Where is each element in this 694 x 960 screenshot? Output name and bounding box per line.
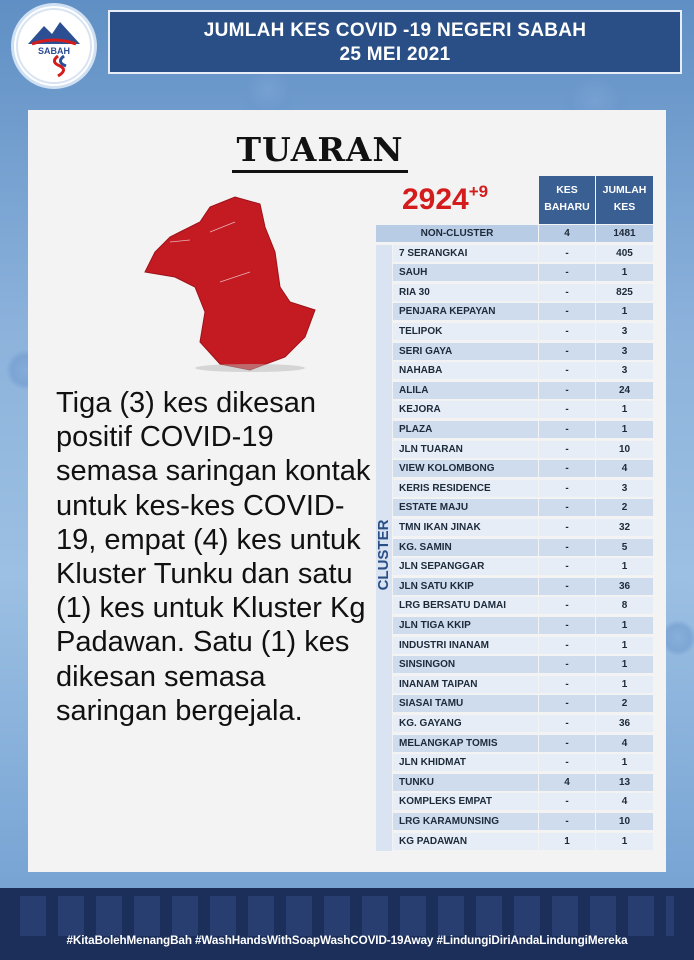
cluster-name: TMN IKAN JINAK [393,519,538,536]
jumlah-kes-value: 1 [596,264,653,281]
kes-baharu-value: - [539,343,595,360]
jumlah-kes-value: 10 [596,813,653,830]
cluster-name: KOMPLEKS EMPAT [393,793,538,810]
kes-baharu-value: - [539,303,595,320]
cluster-name: JLN TIGA KKIP [393,617,538,634]
kes-baharu-value: - [539,578,595,595]
kes-baharu-value: - [539,441,595,458]
kes-baharu-value: 4 [539,774,595,791]
kes-baharu-value: - [539,460,595,477]
cluster-row [376,284,653,301]
cluster-row [376,382,653,399]
jumlah-kes-value: 32 [596,519,653,536]
cluster-row [376,637,653,654]
header-jumlah-line2: KES [613,201,636,213]
total-cases [402,182,488,217]
cluster-row [376,303,653,320]
cluster-row [376,656,653,673]
cluster-name: INANAM TAIPAN [393,676,538,693]
cluster-row [376,343,653,360]
header-kes-line1: KES [556,184,578,196]
cluster-name: KEJORA [393,401,538,418]
jumlah-kes-value: 825 [596,284,653,301]
jumlah-kes-value: 5 [596,539,653,556]
cluster-name: RIA 30 [393,284,538,301]
kes-baharu-value: - [539,695,595,712]
kes-baharu-value: - [539,597,595,614]
sabah-logo [14,6,94,86]
kes-baharu-value: - [539,499,595,516]
kes-baharu-value: - [539,421,595,438]
case-description: Tiga (3) kes dikesan positif COVID-19 semasa saringan kontak untuk kes-kes COVID-19, empat (4) kes untuk Kluster Tunku dan satu (1) kes untuk Kluster Kg Padawan. Satu (1) kes dikesan semasa saringan bergejala. [56,387,371,727]
jumlah-kes-value: 1 [596,617,653,634]
jumlah-kes-value: 2 [596,695,653,712]
kes-baharu-value: - [539,539,595,556]
jumlah-kes-value: 1 [596,421,653,438]
kes-baharu-value: - [539,735,595,752]
cluster-name: VIEW KOLOMBONG [393,460,538,477]
cluster-row [376,499,653,516]
kes-baharu-value: - [539,362,595,379]
kes-baharu-value: - [539,480,595,497]
page-header [108,10,682,74]
kes-baharu-value: - [539,401,595,418]
kes-baharu-value: - [539,715,595,732]
kes-baharu-value: - [539,813,595,830]
frontliner-icons [20,896,674,936]
cluster-row [376,539,653,556]
cluster-name: JLN TUARAN [393,441,538,458]
jumlah-kes-value: 3 [596,323,653,340]
jumlah-kes-value: 1 [596,833,653,850]
total-new: +9 [468,182,489,201]
cluster-name: SIASAI TAMU [393,695,538,712]
jumlah-kes-value: 1481 [596,225,653,242]
cluster-name: LRG BERSATU DAMAI [393,597,538,614]
kes-baharu-value: - [539,558,595,575]
jumlah-kes-value: 36 [596,715,653,732]
cluster-name: TUNKU [393,774,538,791]
jumlah-kes-value: 1 [596,754,653,771]
cluster-row [376,774,653,791]
cluster-row [376,617,653,634]
cluster-name: KERIS RESIDENCE [393,480,538,497]
jumlah-kes-value: 10 [596,441,653,458]
jumlah-kes-value: 3 [596,362,653,379]
cluster-row [376,519,653,536]
total-count: 2924 [402,183,469,216]
kes-baharu-value: 1 [539,833,595,850]
jumlah-kes-value: 4 [596,735,653,752]
header-title: JUMLAH KES COVID -19 NEGERI SABAH [203,20,587,41]
jumlah-kes-value: 36 [596,578,653,595]
cluster-name: PLAZA [393,421,538,438]
cluster-row [376,754,653,771]
cluster-name: KG. SAMIN [393,539,538,556]
cluster-row [376,480,653,497]
district-title: TUARAN [236,130,404,169]
cluster-name: TELIPOK [393,323,538,340]
cluster-name: JLN KHIDMAT [393,754,538,771]
kes-baharu-value: - [539,519,595,536]
cluster-row [376,401,653,418]
cluster-name: JLN SATU KKIP [393,578,538,595]
cluster-row [376,813,653,830]
kes-baharu-value: - [539,323,595,340]
cluster-row [376,578,653,595]
kes-baharu-value: - [539,617,595,634]
footer-hashtags: #KitaBolehMenangBah #WashHandsWithSoapWashCOVID-19Away #LindungiDiriAndaLindungiMereka [66,934,628,947]
cluster-row [376,735,653,752]
kes-baharu-value: - [539,676,595,693]
cluster-name: INDUSTRI INANAM [393,637,538,654]
kes-baharu-value: - [539,245,595,262]
title-underline [232,170,408,173]
jumlah-kes-value: 24 [596,382,653,399]
kes-baharu-value: - [539,793,595,810]
cluster-row [376,441,653,458]
cluster-row [376,421,653,438]
jumlah-kes-value: 1 [596,676,653,693]
kes-baharu-value: 4 [539,225,595,242]
jumlah-kes-value: 1 [596,637,653,654]
non-cluster-row [376,225,653,242]
cluster-name: JLN SEPANGGAR [393,558,538,575]
cluster-name: 7 SERANGKAI [393,245,538,262]
cluster-row [376,597,653,614]
cluster-name: NON-CLUSTER [376,225,538,242]
cluster-row [376,558,653,575]
cluster-name: LRG KARAMUNSING [393,813,538,830]
kes-baharu-value: - [539,637,595,654]
cluster-label-text: CLUSTER [374,520,392,590]
cluster-row [376,676,653,693]
cluster-name: NAHABA [393,362,538,379]
jumlah-kes-value: 4 [596,793,653,810]
kes-baharu-value: - [539,382,595,399]
header-jumlah-line1: JUMLAH [602,184,647,196]
cluster-name: ESTATE MAJU [393,499,538,516]
header-jumlah-kes [596,176,653,224]
jumlah-kes-value: 1 [596,401,653,418]
cluster-row [376,833,653,850]
cluster-row [376,323,653,340]
header-kes-line2: BAHARU [544,201,590,213]
cluster-row [376,793,653,810]
header-kes-baharu [539,176,595,224]
header-date: 25 MEI 2021 [339,44,451,65]
cluster-name: SAUH [393,264,538,281]
cluster-name: KG PADAWAN [393,833,538,850]
cluster-name: MELANGKAP TOMIS [393,735,538,752]
tuaran-map-icon [140,192,325,372]
cluster-name: PENJARA KEPAYAN [393,303,538,320]
kes-baharu-value: - [539,656,595,673]
kes-baharu-value: - [539,754,595,771]
cluster-row [376,460,653,477]
jumlah-kes-value: 4 [596,460,653,477]
cluster-name: SERI GAYA [393,343,538,360]
kes-baharu-value: - [539,284,595,301]
jumlah-kes-value: 405 [596,245,653,262]
cluster-row [376,695,653,712]
jumlah-kes-value: 2 [596,499,653,516]
kes-baharu-value: - [539,264,595,281]
cluster-row [376,362,653,379]
jumlah-kes-value: 8 [596,597,653,614]
cluster-row [376,245,653,262]
cluster-name: ALILA [393,382,538,399]
cluster-row [376,264,653,281]
jumlah-kes-value: 3 [596,480,653,497]
jumlah-kes-value: 1 [596,558,653,575]
cluster-name: SINSINGON [393,656,538,673]
jumlah-kes-value: 3 [596,343,653,360]
cluster-row [376,715,653,732]
jumlah-kes-value: 1 [596,656,653,673]
jumlah-kes-value: 13 [596,774,653,791]
jumlah-kes-value: 1 [596,303,653,320]
logo-text: SABAH [37,46,70,56]
cluster-name: KG. GAYANG [393,715,538,732]
